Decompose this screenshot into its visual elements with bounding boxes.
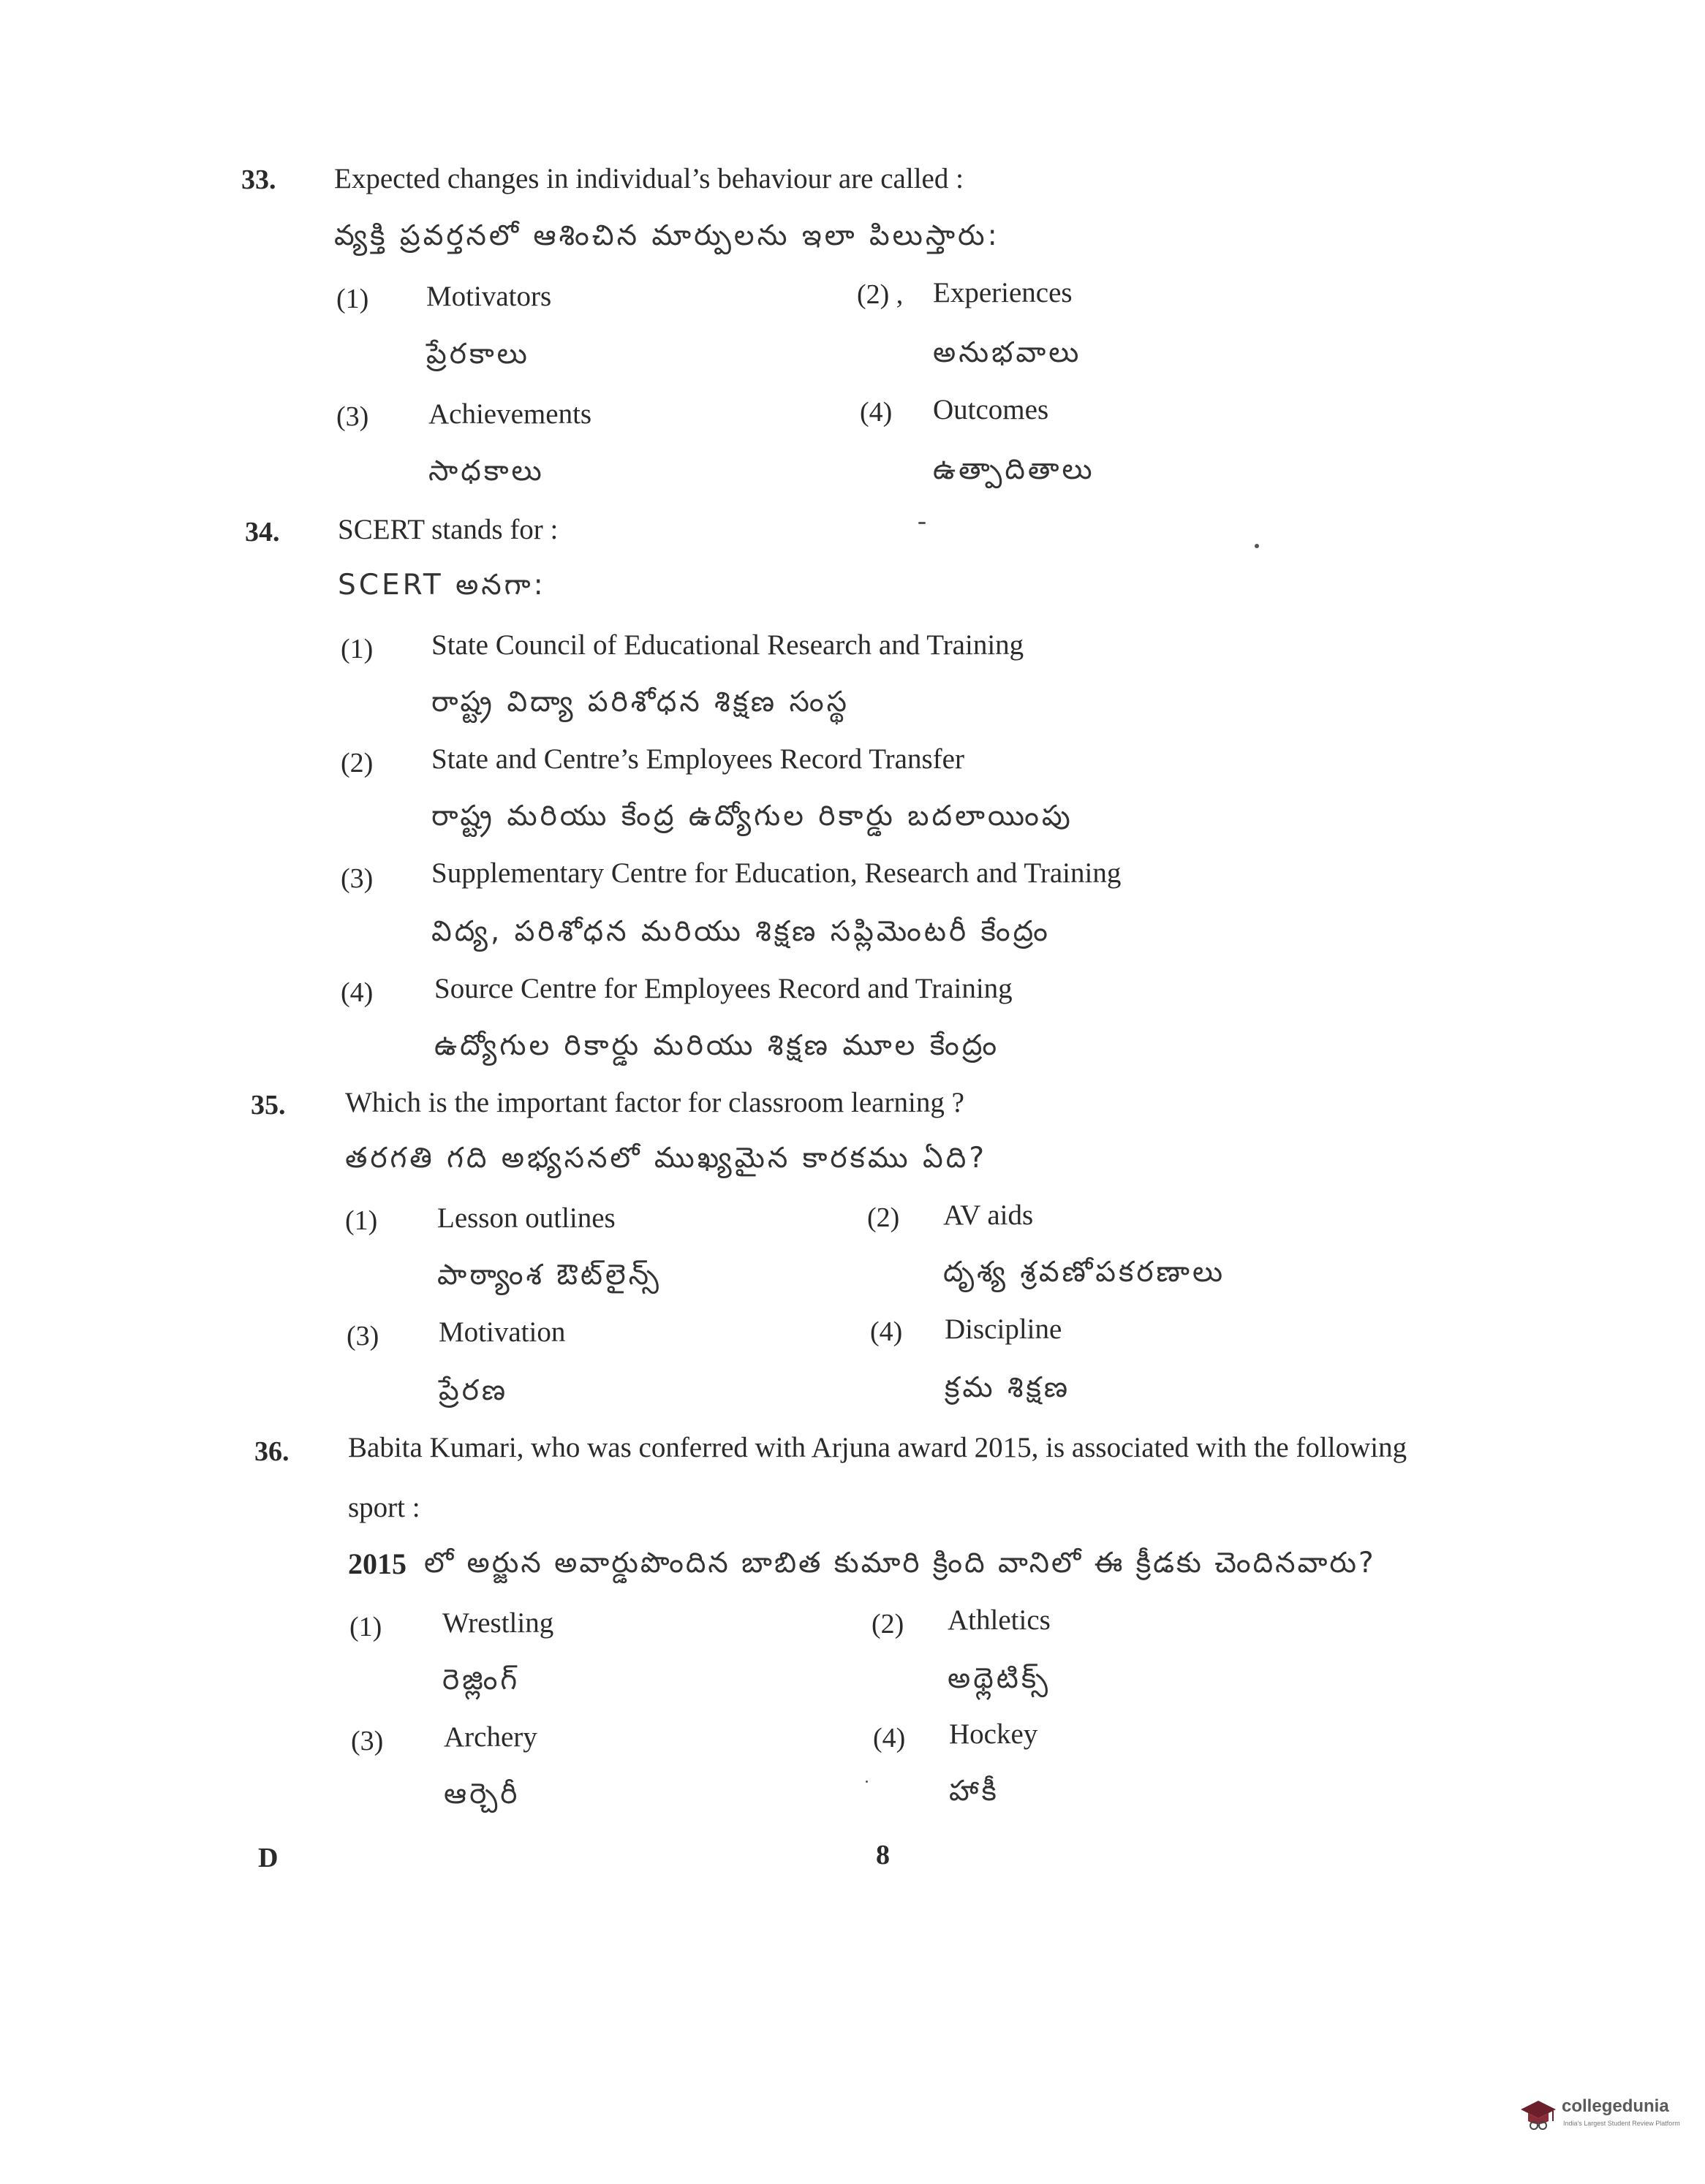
option-text: Wrestling xyxy=(442,1607,554,1639)
scan-speck xyxy=(1255,544,1259,548)
option-text-telugu: పాఠ్యాంశ ఔట్‌లైన్స్ xyxy=(437,1259,662,1292)
option-number: (1) xyxy=(345,1205,378,1236)
question-text-telugu: SCERT అనగా: xyxy=(338,569,546,602)
option-text-telugu: ఉద్యోగుల రికార్డు మరియు శిక్షణ మూల కేంద్రం xyxy=(434,1029,1000,1062)
option-number: (2) xyxy=(872,1609,904,1639)
option-number: (3) xyxy=(336,401,369,432)
option-text: Lesson outlines xyxy=(437,1202,616,1234)
question-text-telugu: తరగతి గది అభ్యసనలో ముఖ్యమైన కారకము ఏది? xyxy=(345,1142,988,1175)
option-number: (2) , xyxy=(857,279,904,310)
page-number: 8 xyxy=(876,1840,890,1870)
option-text: Achievements xyxy=(428,398,592,430)
option-text: Motivation xyxy=(439,1316,566,1348)
option-text-telugu: రాష్ట్ర విద్యా పరిశోధన శిక్షణ సంస్థ xyxy=(431,686,850,718)
option-text: Athletics xyxy=(948,1604,1051,1636)
option-number: (4) xyxy=(341,977,374,1008)
option-text: Source Centre for Employees Record and Training xyxy=(434,973,1013,1004)
question-text-continued: sport : xyxy=(348,1492,420,1523)
question-text: Which is the important factor for classroom learning ? xyxy=(345,1087,964,1118)
option-number: (3) xyxy=(351,1726,384,1756)
option-text: Motivators xyxy=(426,281,552,312)
option-number: (3) xyxy=(347,1321,379,1351)
option-text-telugu: విద్య, పరిశోధన మరియు శిక్షణ సప్లిమెంటరీ కేంద్రం xyxy=(431,915,1051,948)
question-text-telugu: లో అర్జున అవార్డుపొందిన బాబిత కుమారి క్రింది వానిలో ఈ క్రీడకు చెందినవారు? xyxy=(424,1547,1376,1580)
option-text-telugu: క్రమ శిక్షణ xyxy=(945,1371,1071,1404)
option-number: (4) xyxy=(870,1316,903,1347)
option-text: Hockey xyxy=(949,1718,1038,1750)
option-number: (2) xyxy=(867,1202,900,1233)
option-text: Discipline xyxy=(945,1313,1062,1345)
option-number: (3) xyxy=(341,863,374,894)
question-number: 36. xyxy=(254,1436,290,1467)
option-number: (2) xyxy=(341,748,374,778)
option-text: State Council of Educational Research and Training xyxy=(431,629,1024,661)
question-text: SCERT stands for : xyxy=(338,514,559,545)
option-number: (4) xyxy=(873,1723,906,1753)
option-text: Supplementary Centre for Education, Research and Training xyxy=(431,857,1122,889)
option-number: (4) xyxy=(860,397,893,428)
question-text-telugu: వ్యక్తి ప్రవర్తనలో ఆశించిన మార్పులను ఇలా పిలుస్తారు: xyxy=(334,219,1000,252)
option-text-telugu: సాధకాలు xyxy=(428,455,545,488)
option-text-telugu: రాష్ట్ర మరియు కేంద్ర ఉద్యోగుల రికార్డు బదలాయింపు xyxy=(431,800,1073,833)
option-text-telugu: ప్రేరణ xyxy=(439,1374,509,1407)
graduation-cap-icon xyxy=(1519,2096,1557,2134)
option-number: (1) xyxy=(341,634,374,664)
option-text: Experiences xyxy=(933,277,1073,308)
question-number: 35. xyxy=(251,1090,286,1121)
brand-tagline: India's Largest Student Review Platform xyxy=(1563,2120,1680,2127)
option-text: State and Centre’s Employees Record Transfer xyxy=(431,743,964,775)
brand-name: collegedunia xyxy=(1562,2096,1669,2116)
question-text: Expected changes in individual’s behaviour are called : xyxy=(334,163,964,194)
collegedunia-watermark xyxy=(1519,2092,1687,2143)
scan-speck xyxy=(866,1781,868,1783)
option-number: (1) xyxy=(336,284,369,314)
option-text-telugu: అనుభవాలు xyxy=(933,336,1082,369)
option-text-telugu: దృశ్య శ్రవణోపకరణాలు xyxy=(943,1256,1226,1289)
option-text: Outcomes xyxy=(933,394,1049,425)
scan-speck xyxy=(918,522,926,524)
option-text-telugu: ఆర్చెరీ xyxy=(444,1778,521,1810)
option-text-telugu: ప్రేరకాలు xyxy=(426,338,530,371)
option-text: Archery xyxy=(444,1721,537,1753)
option-text-telugu: హాకీ xyxy=(949,1775,999,1808)
option-text-telugu: ఉత్పాదితాలు xyxy=(933,453,1095,486)
option-text: AV aids xyxy=(943,1199,1034,1231)
question-text: Babita Kumari, who was conferred with Arjuna award 2015, is associated with the following xyxy=(348,1432,1407,1463)
option-number: (1) xyxy=(349,1612,382,1642)
question-number: 33. xyxy=(241,164,276,195)
question-year: 2015 xyxy=(348,1547,407,1580)
series-code: D xyxy=(258,1843,279,1873)
option-text-telugu: రెజ్లింగ్ xyxy=(442,1664,521,1696)
option-text-telugu: అథ్లెటిక్స్ xyxy=(948,1662,1051,1695)
question-number: 34. xyxy=(245,517,280,547)
